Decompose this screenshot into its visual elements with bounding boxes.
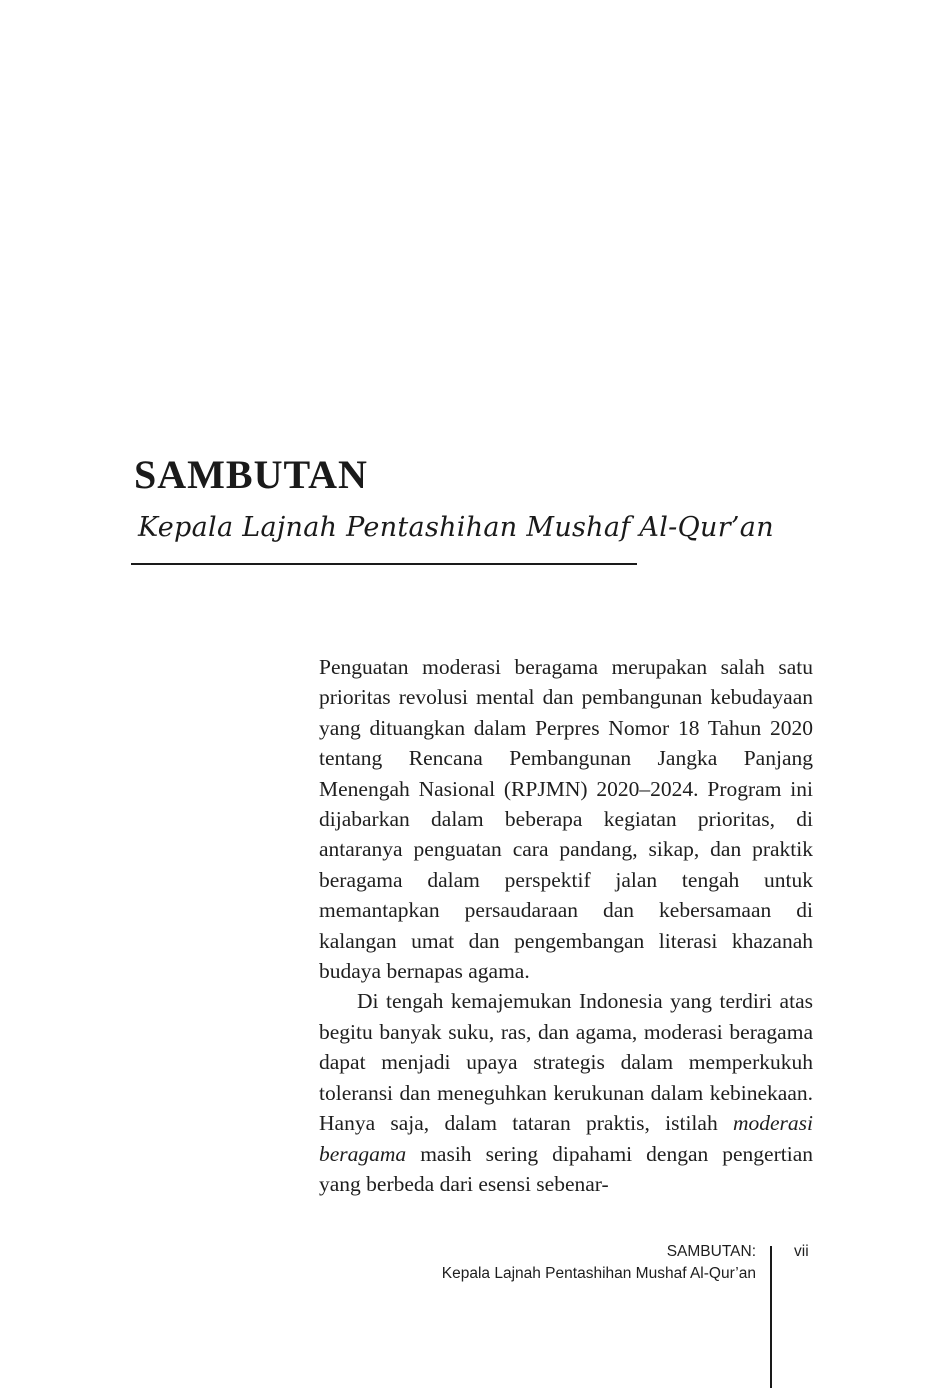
page-title: SAMBUTAN [134, 452, 368, 497]
body-text [319, 652, 813, 1199]
footer-section-subtitle: Kepala Lajnah Pentashihan Mushaf Al-Qur’an [441, 1265, 756, 1282]
footer-section-label: SAMBUTAN: [666, 1243, 756, 1260]
page-subtitle: Kepala Lajnah Pentashihan Mushaf Al-Qur’an [138, 512, 774, 543]
paragraph-1: Penguatan moderasi beragama merupakan salah satu prioritas revolusi mental dan pembangunan kebudayaan yang dituangkan dalam Perpres Nomor 18 Tahun 2020 tentang Rencana Pembangunan Jangka Panjang Menengah Nasional (RPJMN) 2020–2024. Program ini dijabarkan dalam beberapa kegiatan prioritas, di antaranya penguatan cara pandang, sikap, dan praktik beragama dalam perspektif jalan tengah untuk memantapkan persaudaraan dan kebersamaan di kalangan umat dan pengembangan literasi khazanah budaya bernapas agama. [319, 655, 813, 984]
paragraph-2-text-start: Di tengah kemajemukan Indonesia yang terdiri atas begitu banyak suku, ras, dan agama, moderasi beragama dapat menjadi upaya strategis dalam memperkukuh toleransi dan meneguhkan kerukunan dalam kebinekaan. Hanya saja, dalam tataran praktis, istilah [319, 989, 813, 1136]
paragraph-2-text-end: masih sering dipahami dengan pengertian yang berbeda dari esensi sebenar- [319, 1141, 813, 1196]
page-number: vii [794, 1243, 809, 1260]
title-underline [131, 563, 637, 565]
paragraph-2 [319, 986, 813, 1199]
running-footer [442, 1241, 756, 1285]
paragraph-2-emphasis: moderasi beragama [319, 1111, 813, 1166]
footer-vertical-rule [770, 1246, 772, 1388]
